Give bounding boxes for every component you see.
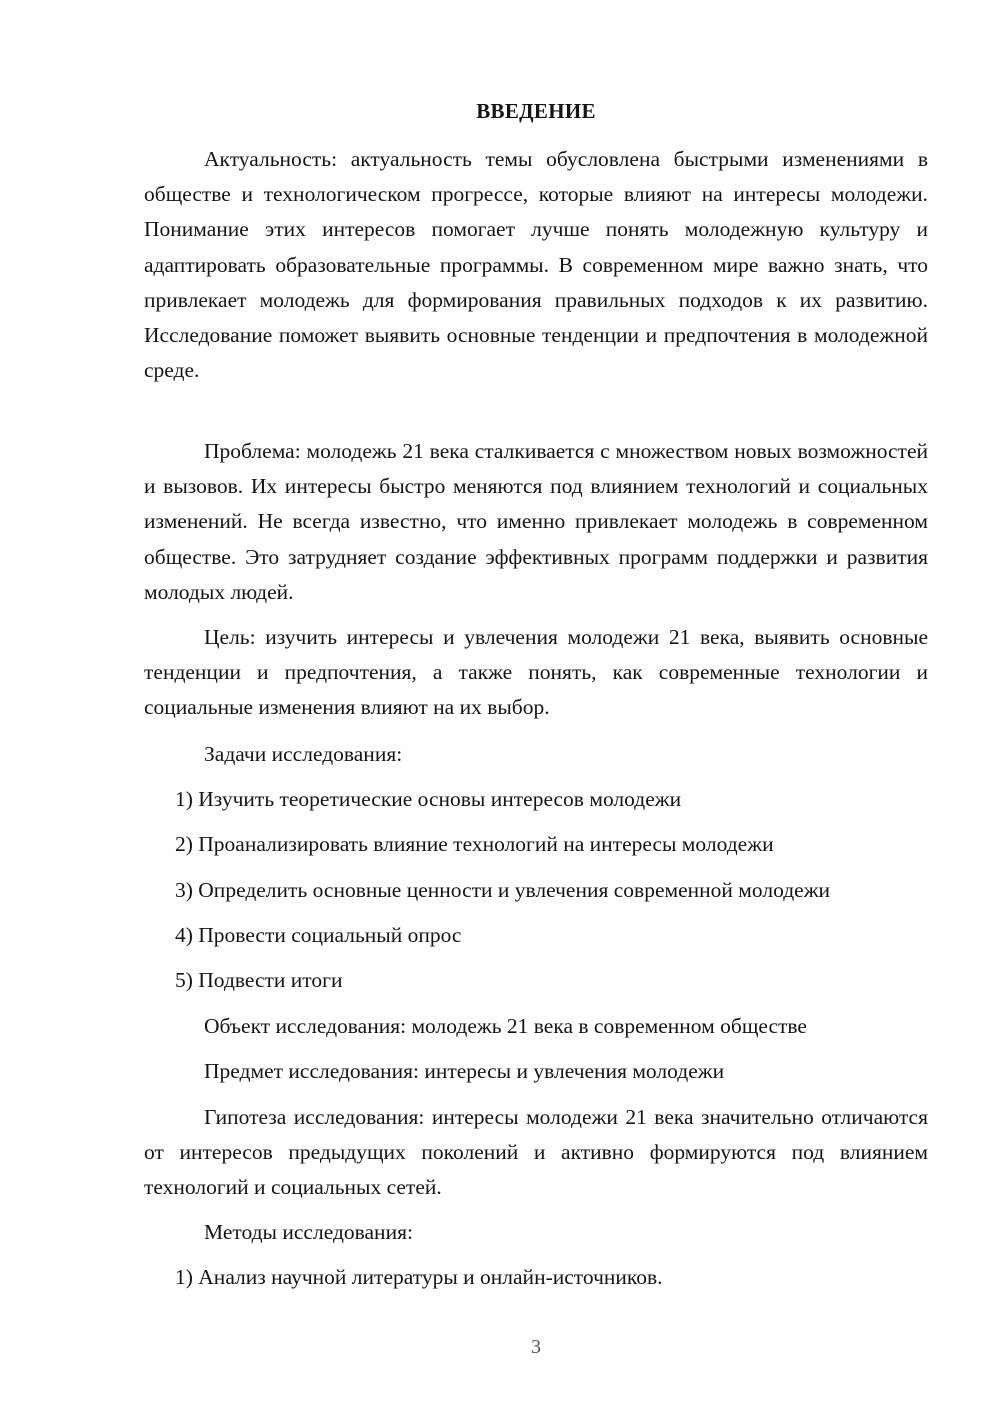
task-item: 3) Определить основные ценности и увлечения современной молодежи (175, 878, 831, 902)
research-object: Объект исследования: молодежь 21 века в современном обществе (204, 1014, 807, 1038)
task-item: 1) Изучить теоретические основы интересов молодежи (175, 787, 682, 811)
relevance-paragraph: Актуальность: актуальность темы обусловлена быстрыми изменениями в обществе и технологическом прогрессе, которые влияют на интересы молодежи. Понимание этих интересов помогает лучше понять молодежную культуру и адаптировать образовательные программы. В современном мире важно знать, что привлекает молодежь для формирования правильных подходов к их развитию. Исследование поможет выявить основные тенденции и предпочтения в молодежной среде. (144, 147, 928, 383)
research-subject: Предмет исследования: интересы и увлечения молодежи (204, 1059, 725, 1083)
problem-paragraph: Проблема: молодежь 21 века сталкивается с множеством новых возможностей и вызовов. Их интересы быстро меняются под влиянием технологий и социальных изменений. Не всегда известно, что именно привлекает молодежь в современном обществе. Это затрудняет создание эффективных программ поддержки и развития молодых людей. (144, 439, 928, 604)
task-item: 2) Проанализировать влияние технологий на интересы молодежи (175, 832, 774, 856)
tasks-title: Задачи исследования: (204, 742, 403, 766)
task-item: 4) Провести социальный опрос (175, 923, 462, 947)
hypothesis-paragraph: Гипотеза исследования: интересы молодежи 21 века значительно отличаются от интересов предыдущих поколений и активно формируются под влиянием технологий и социальных сетей. (144, 1105, 928, 1200)
section-heading: ВВЕДЕНИЕ (476, 99, 596, 123)
methods-title: Методы исследования: (204, 1220, 413, 1244)
task-item: 5) Подвести итоги (175, 968, 343, 992)
page-number: 3 (531, 1336, 541, 1358)
method-item: 1) Анализ научной литературы и онлайн-источников. (175, 1265, 663, 1289)
goal-paragraph: Цель: изучить интересы и увлечения молодежи 21 века, выявить основные тенденции и предпочтения, а также понять, как современные технологии и социальные изменения влияют на их выбор. (144, 625, 928, 720)
